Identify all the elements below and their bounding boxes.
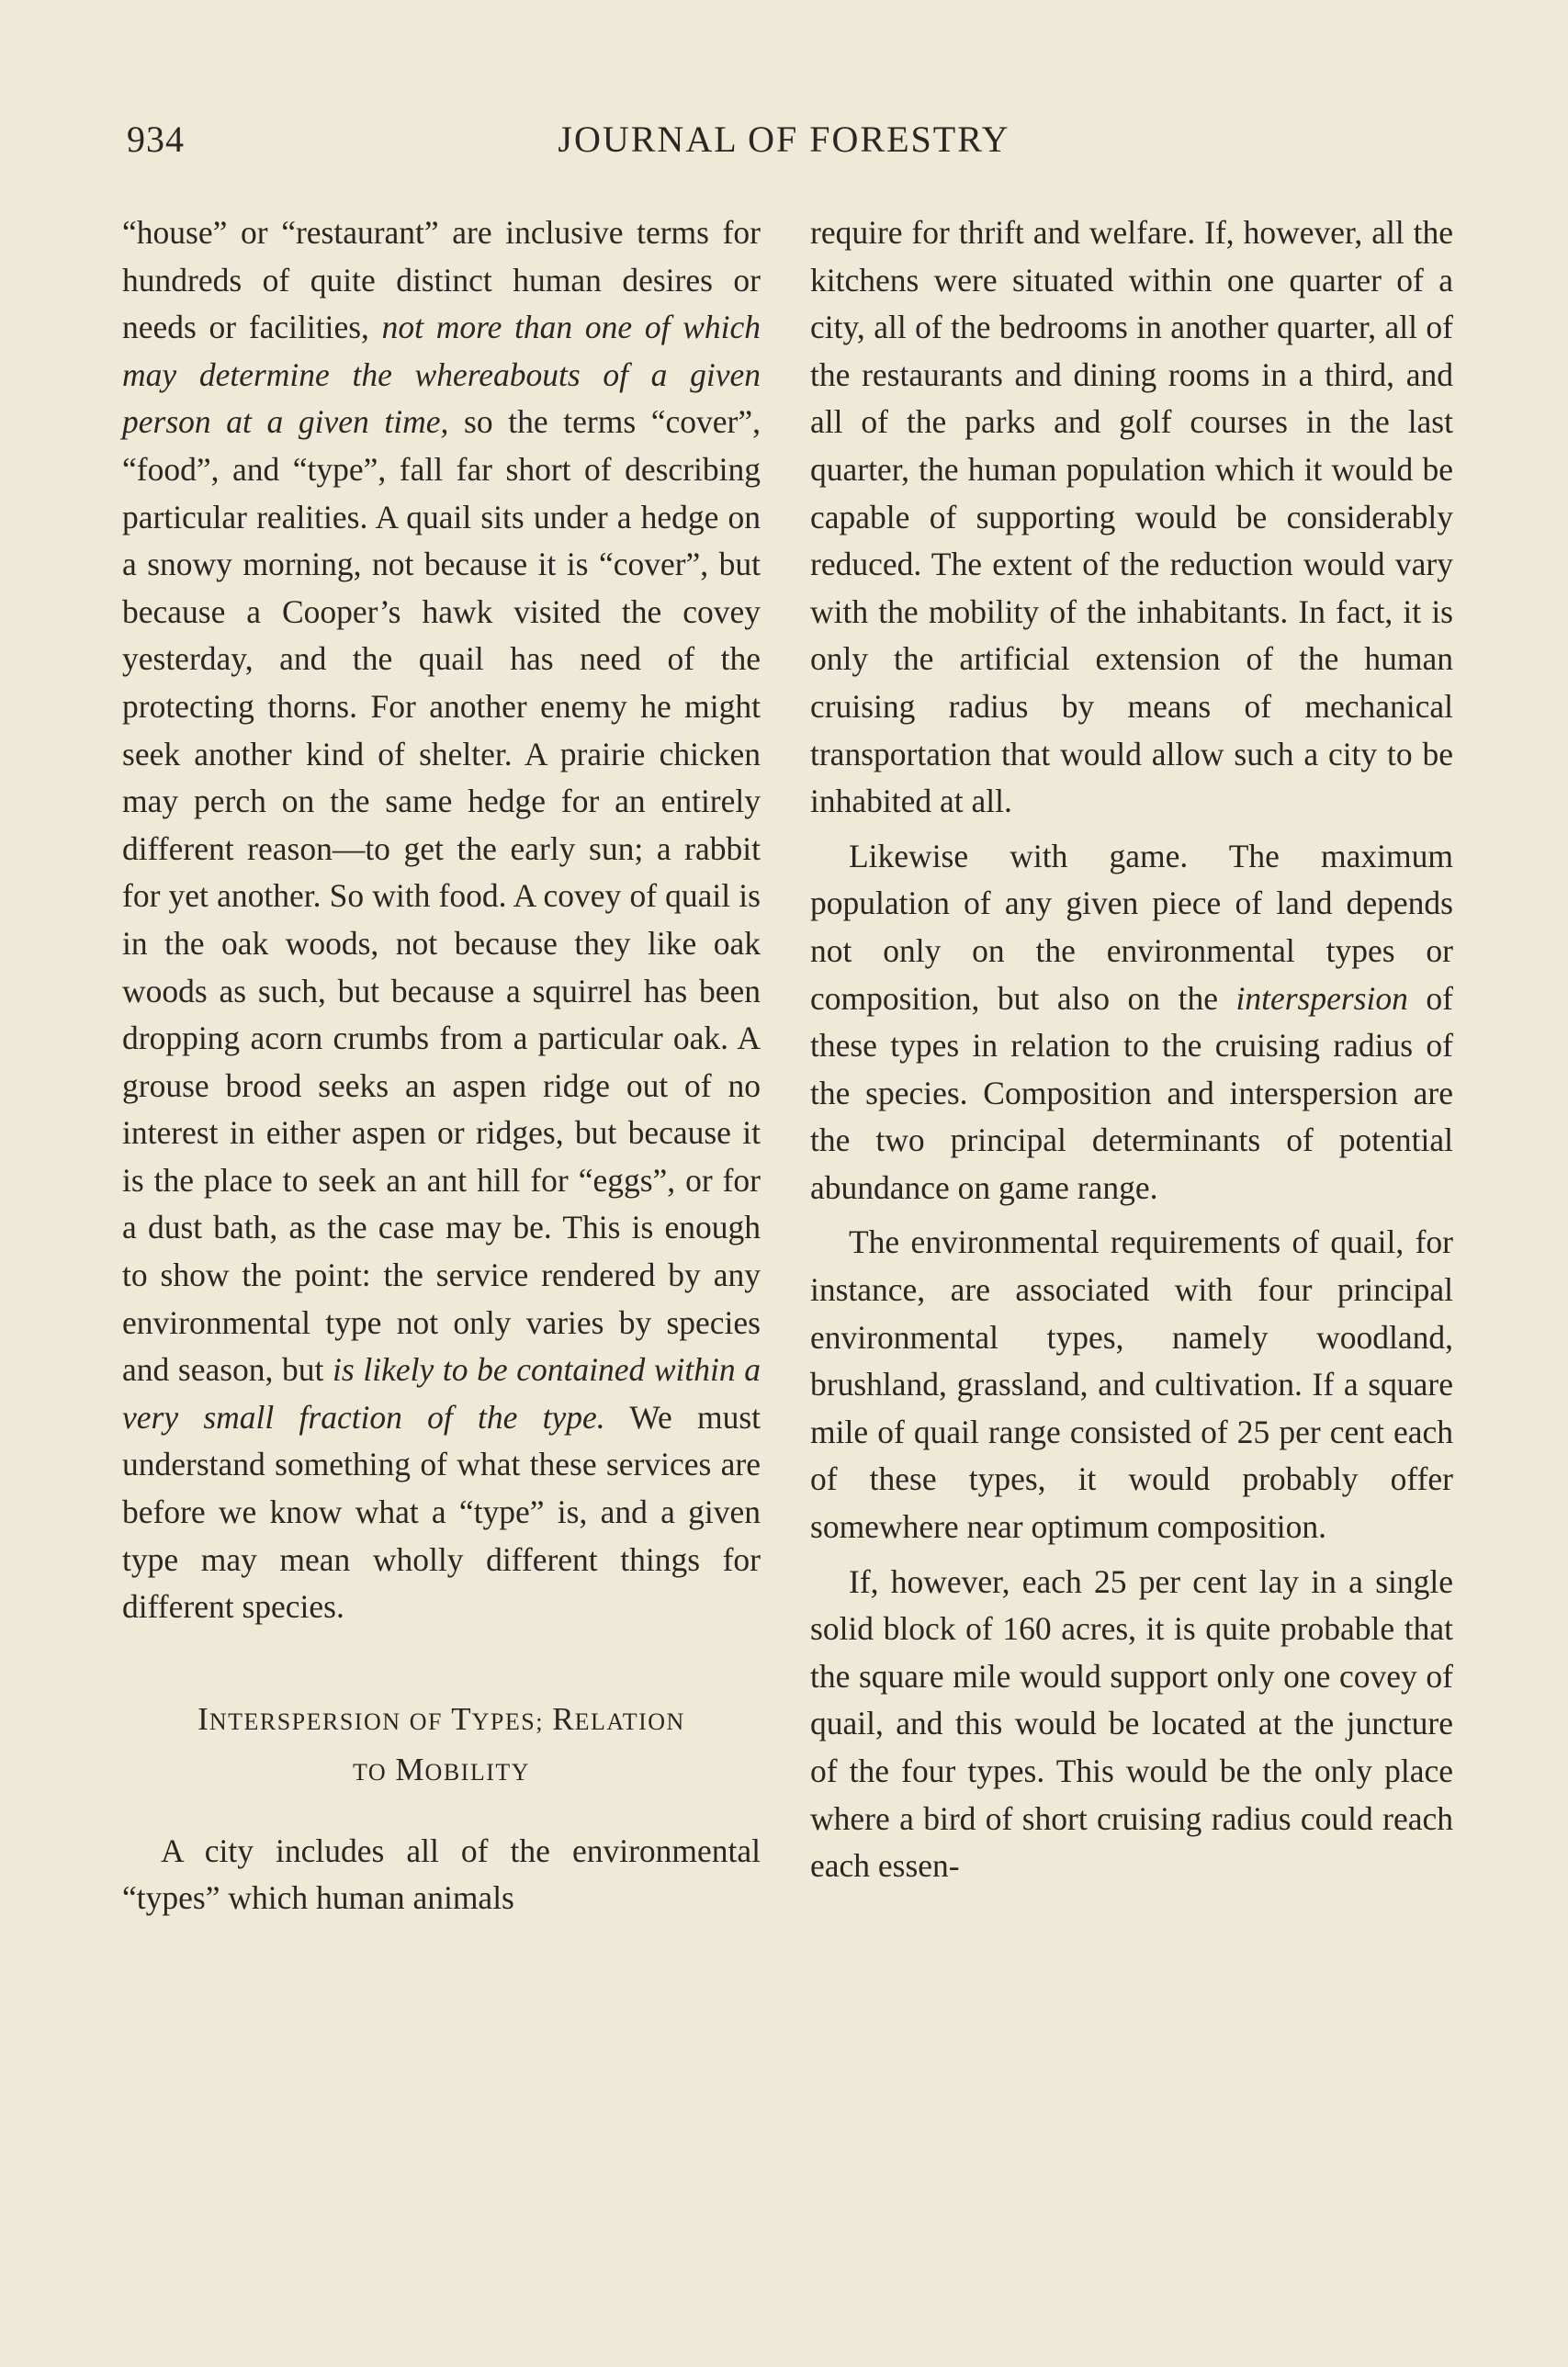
page-header xyxy=(0,118,1568,173)
left-paragraph-1 xyxy=(122,209,761,1631)
text-run: of these types in relation to the cruising radius of the species. Composition and interspersion are the two principal determinants of potential abundance on game range. xyxy=(810,979,1453,1206)
text-run: Likewise with game. The maximum population of any given piece of land depends not only on the environmental types or composition, but also on the xyxy=(810,837,1453,1017)
right-paragraph-1: require for thrift and welfare. If, however, all the kitchens were situated within one quarter of a city, all of the bedrooms in another quarter, all of the restaurants and dining rooms in a third, and all of the parks and golf courses in the last quarter, the human population which it would be capable of supporting would be considerably reduced. The extent of the reduction would vary with the mobility of the inhabitants. In fact, it is only the artificial extension of the human cruising radius by means of mechanical transportation that would allow such a city to be inhabited at all. xyxy=(810,214,1453,820)
page-number: 934 xyxy=(127,118,185,160)
text-run: We must understand something of what these services are before we know what a “type” is, and a given type may mean wholly different things for different species. xyxy=(122,1398,761,1626)
right-paragraph-4: If, however, each 25 per cent lay in a single solid block of 160 acres, it is quite probable that the square mile would support only one covey of quail, and this would be located at the juncture of the four types. This would be the only place where a bird of short cruising radius could reach each essen- xyxy=(810,1562,1453,1885)
italic-text-run: interspersion xyxy=(1235,979,1408,1017)
text-run: so the terms “cover”, “food”, and “type”, fall far short of describing particular realities. A quail sits under a hedge on a snowy morning, not because it is “cover”, but because a Cooper’s hawk visited the covey yesterday, and the quail has need of the protecting thorns. For another enemy he might seek another kind of shelter. A prairie chicken may perch on the same hedge for an entirely different reason—to get the early sun; a rabbit for yet another. So with food. A covey of quail is in the oak woods, not because they like oak woods as such, but because a squirrel has been dropping acorn crumbs from a particular oak. A grouse brood seeks an aspen ridge out of no interest in either aspen or ridges, but because it is the place to seek an ant hill for “eggs”, or for a dust bath, as the case may be. This is enough to show the point: the service rendered by any environmental type not only varies by species and season, but xyxy=(122,403,761,1389)
left-column xyxy=(122,209,761,1922)
right-paragraph-2 xyxy=(810,833,1453,1212)
right-column xyxy=(810,209,1453,1890)
italic-text-run: is likely to be contained within a very small fraction of the type. xyxy=(122,1351,761,1436)
section-heading-line-1: INTERSPERSION OF TYPES; RELATION xyxy=(197,1700,685,1737)
italic-text-run: not more than one of which may determine the whereabouts of a given person at a given time, xyxy=(122,309,761,441)
section-heading-line-2: TO MOBILITY xyxy=(352,1751,531,1787)
text-run: “house” or “restaurant” are inclusive terms for hundreds of quite distinct human desires or needs or facilities, xyxy=(122,214,761,346)
left-paragraph-2: A city includes all of the environmental “types” which human animals xyxy=(122,1832,761,1917)
right-paragraph-3: The environmental requirements of quail, for instance, are associated with four principal environmental types, namely woodland, brushland, grassland, and cultivation. If a square mile of quail range consisted of 25 per cent each of these types, it would probably offer somewhere near optimum composition. xyxy=(810,1223,1453,1546)
section-heading xyxy=(122,1696,761,1797)
journal-title: JOURNAL OF FORESTRY xyxy=(558,118,1010,160)
